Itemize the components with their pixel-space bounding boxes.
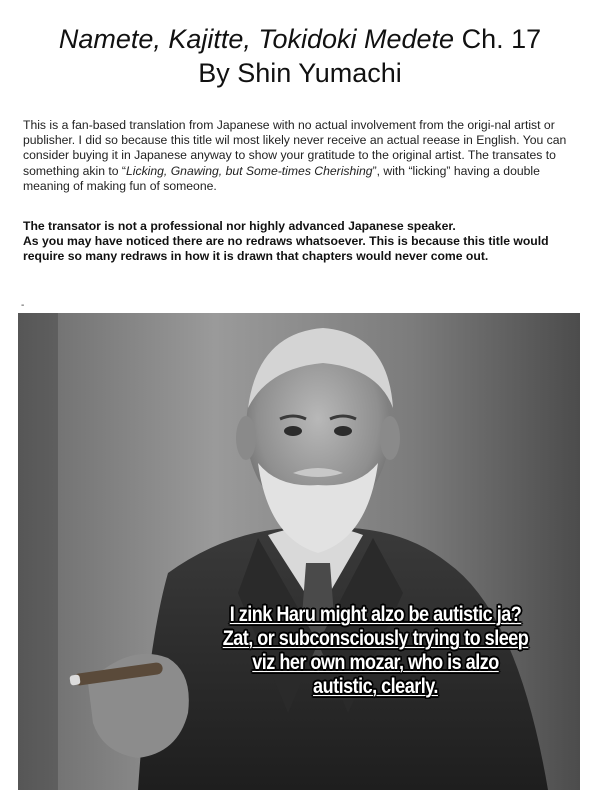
title-line xyxy=(0,22,600,56)
portrait-illustration xyxy=(18,313,580,790)
title-block xyxy=(0,22,600,90)
chapter-label: Ch. 17 xyxy=(461,24,542,54)
intro-paragraph xyxy=(23,118,579,194)
translator-notes xyxy=(23,219,579,265)
intro-text-end: ”, with “licking” having a double meaning of making fun of someone. xyxy=(23,163,540,193)
note-line-2: As you may have noticed there are no redraws whatsoever. This is because this title would require so many redraws in how it is drawn that chapters would never come out. xyxy=(23,234,549,264)
meme-caption: I zink Haru might alzo be autistic ja? Zat, or subconsciously trying to sleep viz her own mozar, who is alzo autistic, clearly. xyxy=(222,603,529,698)
meme-photo xyxy=(18,313,580,790)
series-title: Namete, Kajitte, Tokidoki Medete xyxy=(58,24,455,54)
byline: By Shin Yumachi xyxy=(198,58,402,88)
note-line-1: The transator is not a professional nor highly advanced Japanese speaker. xyxy=(23,219,456,233)
intro-text-start: This is a fan-based translation from Japanese with no actual involvement from the origi-nal artist or publisher. I did so because this title wil most likely never receive an actual reease in English. You can consider buying it in Japanese anyway to show your gratitude to the original artist. The transates to something akin to “ xyxy=(23,118,567,178)
intro-title-translation: Licking, Gnawing, but Some-times Cherishing xyxy=(125,163,373,178)
divider-mark: - xyxy=(21,300,25,311)
intro-text xyxy=(23,118,579,194)
